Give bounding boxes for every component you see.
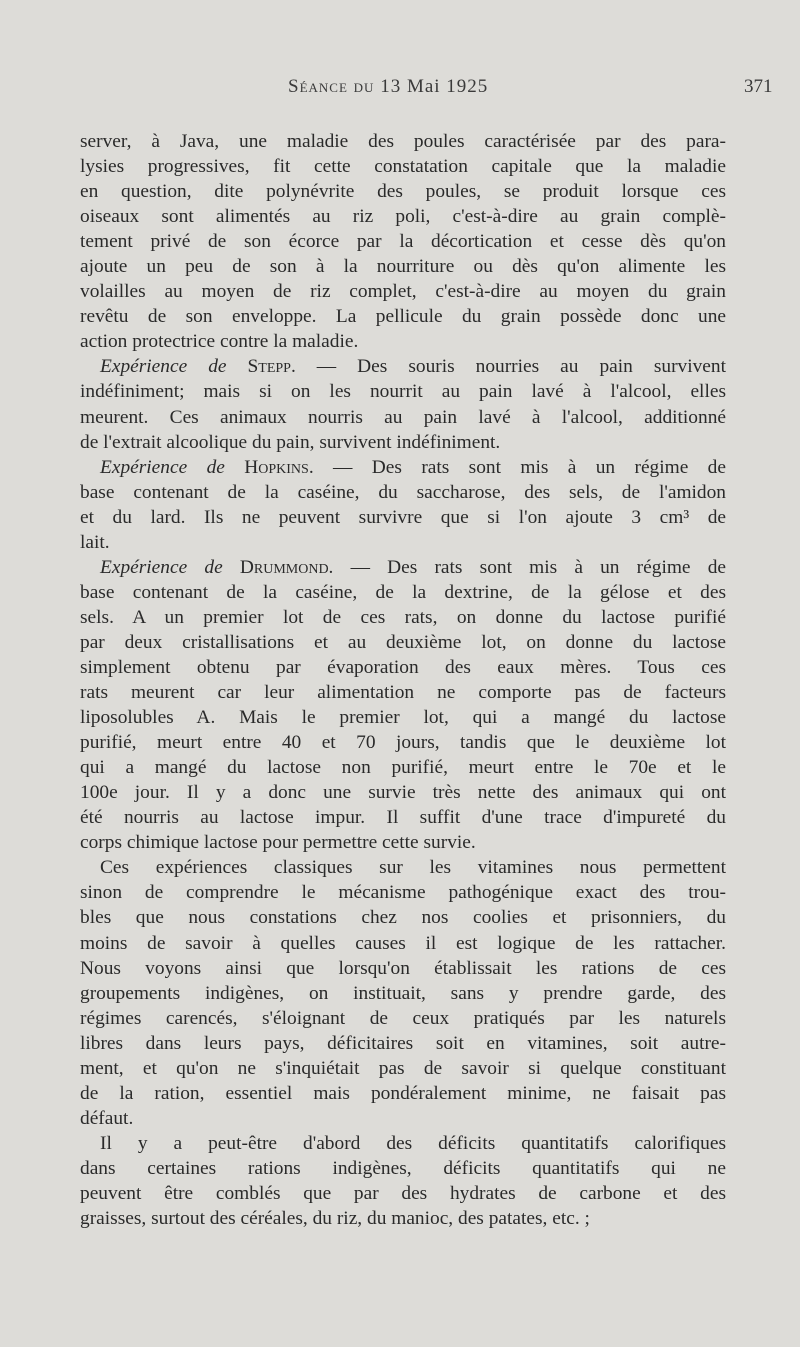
text-line: sels. A un premier lot de ces rats, on donne du lactose purifié: [80, 606, 726, 628]
text-line: Nous voyons ainsi que lorsqu'on établissait les rations de ces: [80, 957, 726, 979]
text-line: base contenant de la caséine, du saccharose, des sels, de l'amidon: [80, 481, 726, 503]
text-line: par deux cristallisations et au deuxième lot, on donne du lactose: [80, 631, 726, 653]
text-line: qui a mangé du lactose non purifié, meurt entre le 70e et le: [80, 757, 726, 779]
text-line: ajoute un peu de son à la nourriture ou dès qu'on alimente les: [80, 256, 726, 278]
text-line: Il y a peut-être d'abord des déficits quantitatifs calorifiques: [100, 1132, 726, 1154]
text-line: et du lard. Ils ne peuvent survivre que si l'on ajoute 3 cm³ de: [80, 506, 726, 528]
page-number: 371: [744, 76, 773, 97]
experiment-drummond-heading: [80, 555, 726, 580]
text-line: défaut.: [80, 1107, 134, 1129]
text-line: libres dans leurs pays, déficitaires soit en vitamines, soit autre-: [80, 1032, 726, 1054]
text-line: volailles au moyen de riz complet, c'est-à-dire au moyen du grain: [80, 281, 726, 303]
text-line: corps chimique lactose pour permettre cette survie.: [80, 832, 476, 854]
experiment-author: Stepp.: [247, 356, 296, 378]
running-title-date: 13 Mai 1925: [380, 76, 489, 97]
text-line: moins de savoir à quelles causes il est logique de les rattacher.: [80, 932, 726, 954]
running-title-session: Séance du: [288, 76, 381, 97]
experiment-label: Expérience de: [100, 456, 225, 478]
text-line: base contenant de la caséine, de la dextrine, de la gélose et des: [80, 581, 726, 603]
experiment-hopkins-heading: [80, 455, 726, 480]
text-line: bles que nous constations chez nos coolies et prisonniers, du: [80, 907, 726, 929]
text-line: de l'extrait alcoolique du pain, survivent indéfiniment.: [80, 431, 501, 453]
text-line: Ces expériences classiques sur les vitamines nous permettent: [100, 857, 726, 879]
experiment-stepp-heading: [80, 354, 726, 379]
experiment-label: Expérience de: [100, 556, 223, 578]
text-line: oiseaux sont alimentés au riz poli, c'est-à-dire au grain complè-: [80, 206, 726, 228]
running-title: [288, 76, 488, 98]
experiment-label: Expérience de: [100, 356, 227, 378]
text-line: liposolubles A. Mais le premier lot, qui a mangé du lactose: [80, 707, 726, 729]
text-line: meurent. Ces animaux nourris au pain lavé à l'alcool, additionné: [80, 406, 726, 428]
text-line: simplement obtenu par évaporation des eaux mères. Tous ces: [80, 656, 726, 678]
running-header: [0, 76, 800, 106]
text-line: rats meurent car leur alimentation ne comporte pas de facteurs: [80, 682, 726, 704]
experiment-text: — Des souris nourries au pain survivent: [295, 356, 726, 378]
text-line: en question, dite polynévrite des poules, se produit lorsque ces: [80, 181, 726, 203]
text-line: 100e jour. Il y a donc une survie très nette des animaux qui ont: [80, 782, 726, 804]
text-line: revêtu de son enveloppe. La pellicule du grain possède donc une: [80, 306, 726, 328]
text-line: lysies progressives, fit cette constatation capitale que la maladie: [80, 156, 726, 178]
text-line: régimes carencés, s'éloignant de ceux pratiqués par les naturels: [80, 1007, 726, 1029]
text-line: lait.: [80, 531, 110, 553]
text-line: purifié, meurt entre 40 et 70 jours, tandis que le deuxième lot: [80, 732, 726, 754]
text-line: été nourris au lactose impur. Il suffit d'une trace d'impureté du: [80, 807, 726, 829]
text-line: server, à Java, une maladie des poules caractérisée par des para-: [80, 131, 726, 152]
body-text: [80, 129, 726, 1231]
experiment-author: Drummond.: [239, 556, 334, 578]
text-line: de la ration, essentiel mais pondéralement minime, ne faisait pas: [80, 1082, 726, 1104]
text-line: ment, et qu'on ne s'inquiétait pas de savoir si quelque constituant: [80, 1057, 726, 1079]
text-line: sinon de comprendre le mécanisme pathogénique exact des trou-: [80, 882, 726, 904]
experiment-text: — Des rats sont mis à un régime de: [313, 456, 726, 478]
text-line: groupements indigènes, on instituait, sans y prendre garde, des: [80, 982, 726, 1004]
experiment-author: Hopkins.: [244, 456, 314, 478]
experiment-text: — Des rats sont mis à un régime de: [333, 556, 726, 578]
text-line: dans certaines rations indigènes, déficits quantitatifs qui ne: [80, 1157, 726, 1179]
text-line: peuvent être comblés que par des hydrates de carbone et des: [80, 1182, 726, 1204]
text-line: graisses, surtout des céréales, du riz, du manioc, des patates, etc. ;: [80, 1208, 590, 1230]
text-line: indéfiniment; mais si on les nourrit au pain lavé à l'alcool, elles: [80, 381, 726, 403]
text-line: tement privé de son écorce par la décortication et cesse dès qu'on: [80, 231, 726, 253]
text-line: action protectrice contre la maladie.: [80, 331, 359, 353]
